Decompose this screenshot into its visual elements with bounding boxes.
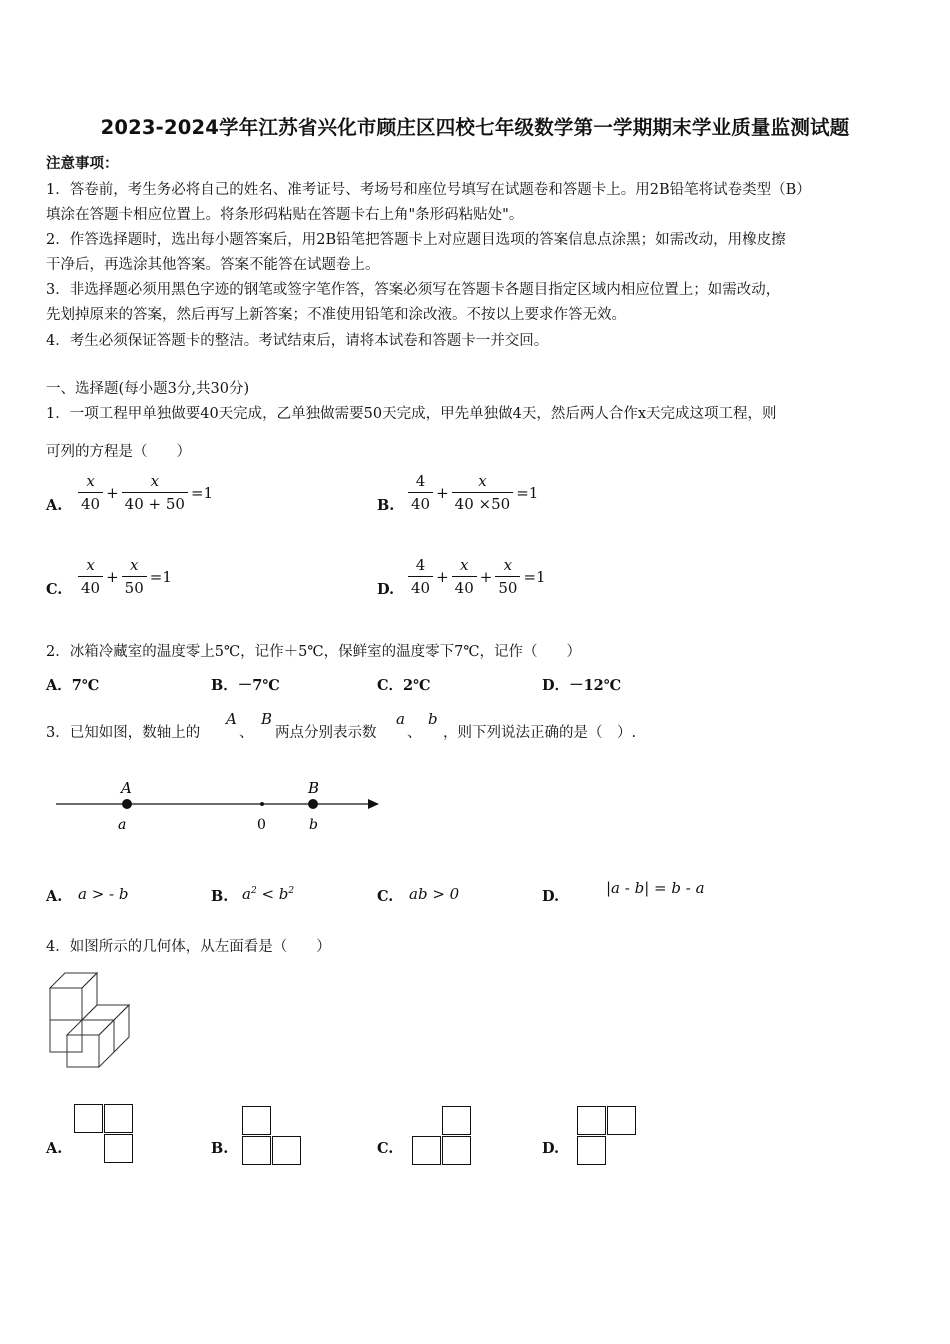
question-1-option-a: $\frac{x}{40}$ + $\frac{x}{40 + 50}$ =1	[76, 472, 213, 513]
separator: 、	[239, 725, 254, 741]
question-1-option-b: $\frac{4}{40}$ + $\frac{x}{40 \times 50}$ =1	[406, 472, 538, 513]
notice-line: 2．作答选择题时，选出每小题答案后，用2B铅笔把答题卡上对应题目选项的答案信息点涂黑；如需改动，用橡皮擦	[46, 232, 786, 248]
question-4-option-c-figure	[412, 1106, 476, 1170]
page-title: 2023-2024学年江苏省兴化市顾庄区四校七年级数学第一学期期末学业质量监测试题	[100, 116, 850, 139]
question-1-stem-cont: 可列的方程是（ ）	[46, 444, 191, 460]
variable-a: a	[396, 710, 405, 728]
option-label: C.	[377, 888, 394, 905]
question-1-option-d: $\frac{4}{40}$ + $\frac{x}{40}$ + $\frac{x}{50}$ =1	[406, 556, 546, 597]
variable-b: b	[428, 710, 438, 728]
question-1-stem: 1．一项工程甲单独做要40天完成，乙单独做需要50天完成，甲先单独做4天，然后两人合作x天完成这项工程，则	[46, 406, 777, 422]
section-heading: 一、选择题(每小题3分,共30分)	[46, 381, 250, 397]
question-4-option-d-figure	[577, 1106, 641, 1170]
number-line-arrow	[368, 799, 379, 809]
option-label: D.	[377, 581, 395, 598]
question-4-option-b-figure	[242, 1106, 306, 1170]
option-label: C.	[46, 581, 63, 598]
point-a-dot	[122, 799, 132, 809]
number-line-figure	[50, 770, 380, 840]
notice-line: 4．考生必须保证答题卡的整洁。考试结束后，请将本试卷和答题卡一并交回。	[46, 333, 549, 349]
question-3-stem-end: ，则下列说法正确的是（ ）.	[443, 725, 637, 741]
option-label: D.	[542, 1140, 560, 1157]
origin-dot	[260, 802, 264, 806]
option-label: A.	[46, 497, 63, 514]
question-4-option-a-figure	[74, 1104, 138, 1168]
option-label: A.	[46, 1140, 63, 1157]
point-b-label: B	[261, 710, 273, 728]
option-label: B.	[377, 497, 395, 514]
point-a-label: A	[226, 710, 237, 728]
axis-label-b: B	[308, 779, 320, 797]
question-1-option-c: $\frac{x}{40}$ + $\frac{x}{50}$ =1	[76, 556, 172, 597]
question-2-option-b: B．－7℃	[211, 677, 280, 694]
axis-sub-a: a	[118, 817, 127, 833]
notice-line: 3．非选择题必须用黑色字迹的钢笔或签字笔作答，答案必须写在答题卡各题目指定区域内相应位置上；如需改动，	[46, 282, 781, 298]
option-label: B.	[211, 888, 229, 905]
solid-figure	[46, 968, 136, 1068]
axis-zero: 0	[257, 817, 266, 833]
axis-sub-b: b	[309, 817, 318, 833]
notice-line: 先划掉原来的答案，然后再写上新答案；不准使用铅笔和涂改液。不按以上要求作答无效。	[46, 307, 626, 323]
notice-line: 填涂在答题卡相应位置上。将条形码粘贴在答题卡右上角"条形码粘贴处"。	[46, 207, 524, 223]
question-2-option-a: A．7℃	[46, 677, 100, 694]
question-3-option-a: a > - b	[78, 885, 129, 903]
question-2-option-d: D．－12℃	[542, 677, 622, 694]
question-3-option-b: $a^2 < b^2$	[242, 885, 295, 903]
question-3-stem-mid: 两点分别表示数	[275, 725, 377, 741]
question-3-option-d: |a - b| = b - a	[606, 879, 705, 897]
axis-label-a: A	[121, 779, 132, 797]
question-4-stem: 4．如图所示的几何体，从左面看是（ ）	[46, 939, 331, 955]
option-label: D.	[542, 888, 560, 905]
question-3-option-c: ab > 0	[409, 885, 460, 903]
option-label: B.	[211, 1140, 229, 1157]
point-b-dot	[308, 799, 318, 809]
notice-line: 干净后，再选涂其他答案。答案不能答在试题卷上。	[46, 257, 380, 273]
question-3-stem: 3．已知如图，数轴上的	[46, 725, 201, 741]
notice-heading: 注意事项：	[46, 155, 119, 172]
option-label: C.	[377, 1140, 394, 1157]
separator: 、	[407, 725, 422, 741]
option-label: A.	[46, 888, 63, 905]
question-2-option-c: C．2℃	[377, 677, 431, 694]
notice-line: 1．答卷前，考生务必将自己的姓名、准考证号、考场号和座位号填写在试题卷和答题卡上。用2B铅笔将试卷类型（B）	[46, 182, 811, 198]
question-2-stem: 2．冰箱冷藏室的温度零上5℃，记作＋5℃，保鲜室的温度零下7℃，记作（ ）	[46, 644, 582, 660]
